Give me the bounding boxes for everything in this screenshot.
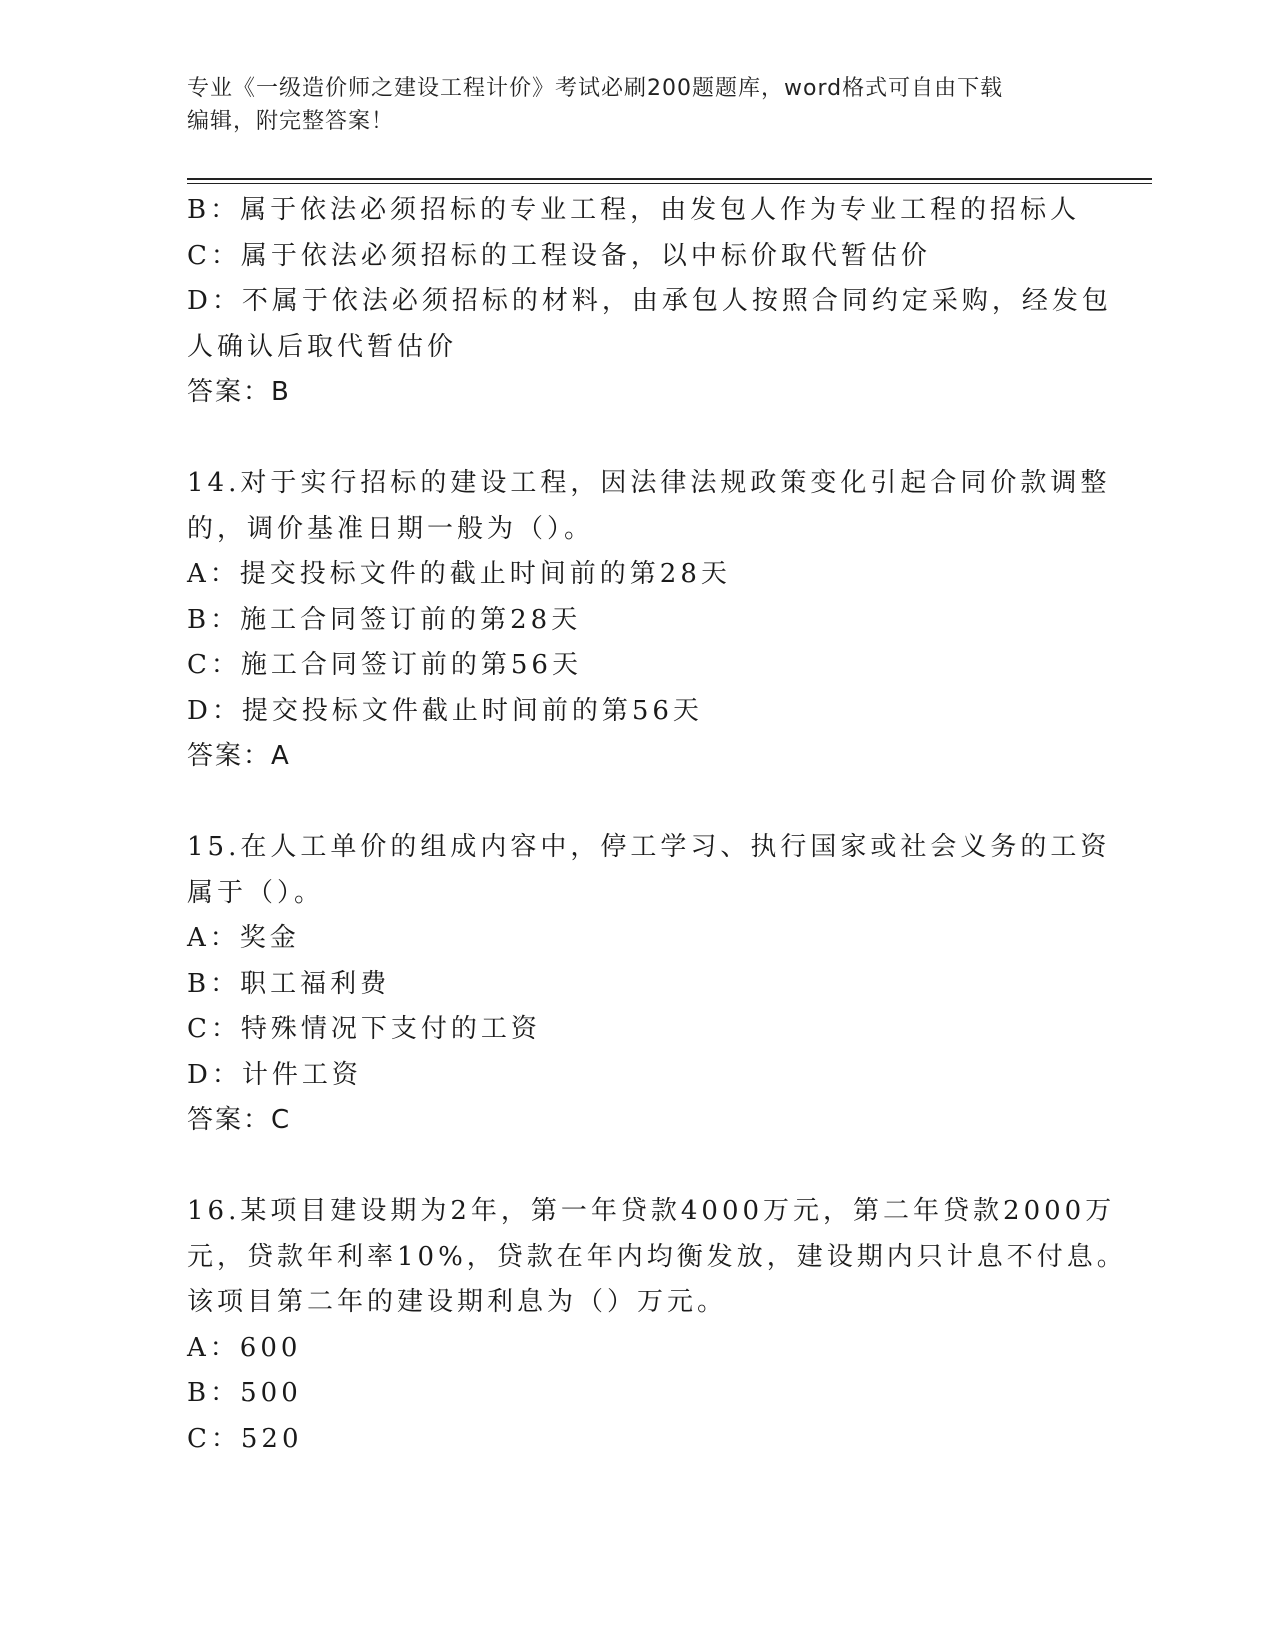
option-line: B：属于依法必须招标的专业工程，由发包人作为专业工程的招标人 xyxy=(187,195,1081,225)
header-rule-thin xyxy=(187,183,1152,184)
stem-line: 属于（）。 xyxy=(187,877,325,908)
spacer xyxy=(187,416,1087,462)
question-15-answer: 答案：C xyxy=(187,1105,292,1135)
spacer xyxy=(187,780,1087,826)
header-line-1: 专业《一级造价师之建设工程计价》考试必刷200题题库，word格式可自由下载 xyxy=(187,76,1004,101)
question-16-options xyxy=(187,1326,1087,1463)
option-line: B：施工合同签订前的第28天 xyxy=(187,604,582,635)
spacer xyxy=(187,1144,1087,1190)
option-line: C：520 xyxy=(187,1423,303,1454)
option-line: C：施工合同签订前的第56天 xyxy=(187,650,582,680)
option-line: C：特殊情况下支付的工资 xyxy=(187,1014,541,1044)
stem-line: 该项目第二年的建设期利息为（）万元。 xyxy=(187,1287,728,1317)
option-line: B：500 xyxy=(187,1378,302,1408)
question-15-stem xyxy=(187,825,1111,916)
stem-line: 16.某项目建设期为2年，第一年贷款4000万元，第二年贷款2000万 xyxy=(187,1196,1116,1226)
question-14-stem xyxy=(187,461,1111,552)
option-line: A：奖金 xyxy=(187,923,300,953)
question-content xyxy=(187,188,1127,1462)
option-line: D：提交投标文件截止时间前的第56天 xyxy=(187,695,703,726)
stem-line: 15.在人工单价的组成内容中，停工学习、执行国家或社会义务的工资 xyxy=(187,832,1111,862)
option-line: 人确认后取代暂估价 xyxy=(187,331,458,362)
header-rule-thick xyxy=(187,178,1152,180)
option-line: C：属于依法必须招标的工程设备，以中标价取代暂估价 xyxy=(187,240,931,271)
option-line: A：提交投标文件的截止时间前的第28天 xyxy=(187,559,731,589)
header-line-2: 编辑，附完整答案！ xyxy=(187,109,395,134)
question-14-answer: 答案：A xyxy=(187,741,291,771)
question-13-answer: 答案：B xyxy=(187,377,291,407)
option-line: B：职工福利费 xyxy=(187,968,391,999)
stem-line: 14.对于实行招标的建设工程，因法律法规政策变化引起合同价款调整 xyxy=(187,468,1111,498)
stem-line: 的，调价基准日期一般为（）。 xyxy=(187,513,595,544)
question-15-options xyxy=(187,916,1087,1098)
page-header xyxy=(187,72,1067,138)
option-line: D：不属于依法必须招标的材料，由承包人按照合同约定采购，经发包 xyxy=(187,286,1112,316)
question-14-options xyxy=(187,552,1087,734)
stem-line: 元，贷款年利率10%，贷款在年内均衡发放，建设期内只计息不付息。 xyxy=(187,1241,1127,1272)
question-16-stem xyxy=(187,1189,1127,1326)
option-line: A：600 xyxy=(187,1332,302,1363)
question-13-options xyxy=(187,188,1112,370)
option-line: D：计件工资 xyxy=(187,1059,362,1090)
